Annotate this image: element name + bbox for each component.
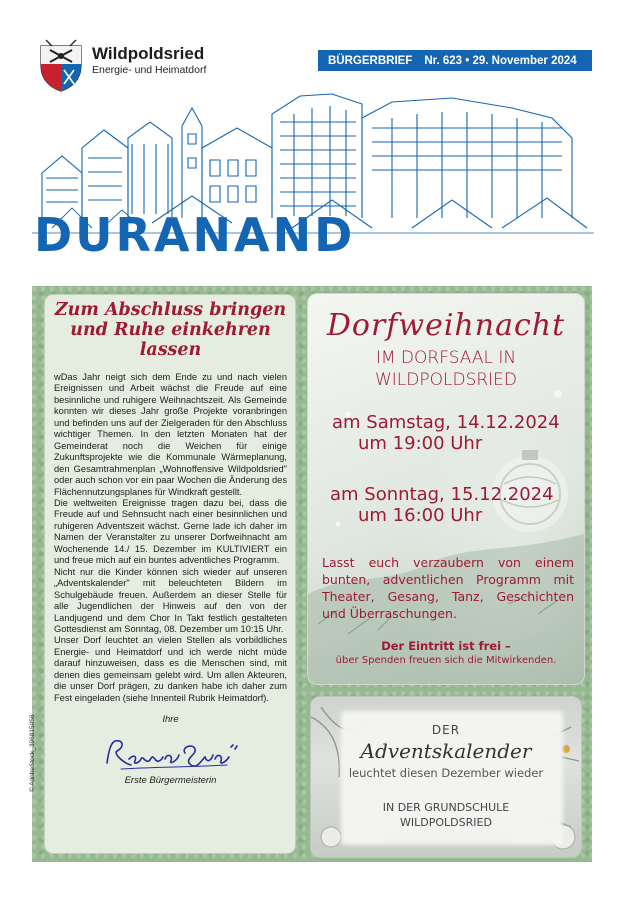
advent-location [311, 800, 581, 830]
advent-location-line: IN DER GRUNDSCHULE [382, 801, 510, 814]
org-subtitle: Energie- und Heimatdorf [92, 64, 207, 76]
event-title: Dorfweihnacht [326, 308, 566, 343]
editorial-paragraph: Unser Dorf leuchtet an vielen Stellen als vorbildliches Energie- und Heimatdorf und ich werde nicht müde darauf hinzuweisen, dass es die Menschen sind, mit denen dies gemeinsam gelebt wird. Um allen Akteuren, die unser Dorf prägen, zu danken habe ich daher zum Fest eingeladen (siehe Innenteil Rubrik Heimatdorf). [54, 635, 287, 703]
event-location [308, 347, 584, 391]
publication-name: BÜRGERBRIEF [328, 54, 413, 67]
event-date-saturday: am Samstag, 14.12.2024 [332, 412, 560, 433]
advent-article: DER [431, 723, 461, 737]
editorial-closing: Ihre [162, 714, 179, 726]
editorial-body [54, 372, 287, 704]
advent-location-line: WILDPOLDSRIED [400, 816, 492, 829]
advent-calendar-card [310, 696, 582, 858]
masthead-title: DURANAND [34, 208, 356, 262]
photo-credit: © AdobeStock_396815056 [29, 714, 36, 792]
event-location-line: WILDPOLDSRIED [374, 370, 518, 390]
org-name: Wildpoldsried [92, 44, 205, 63]
issue-bar [318, 50, 592, 71]
editorial-paragraph: Nicht nur die Kinder können sich wieder auf unseren „Adventskalender" mit beleuchteten Bildern im Schulgebäude freuen. Außerdem an dieser Stelle für alle Jugendlichen der Hinweis auf den von der Landjugend und dem Chor In Takt festlich gestalteten Gottesdienst am Sonntag, 08. Dezember um 10:15 Uhr. [54, 566, 287, 634]
event-date-sunday: am Sonntag, 15.12.2024 [330, 484, 554, 505]
event-card-dorfweihnacht [307, 293, 585, 685]
editorial-paragraph: Die weltweiten Ereignisse tragen dazu bei, dass die Freude auf und Sehnsucht nach einer besinnlichen und ruhigeren Adventszeit wächst. Gerne lade ich daher im Namen der Veranstalter zu unserer Dorfweihnacht am Wochenende 14./ 15. Dezember im KULTIVIERT ein und freue mich auf ein buntes adventliches Programm. [54, 497, 287, 566]
signatory-role: Erste Bürgermeisterin [124, 775, 217, 787]
event-time-sunday: um 16:00 Uhr [358, 505, 483, 526]
issue-number-date: Nr. 623 • 29. November 2024 [424, 54, 577, 67]
event-location-line: IM DORFSAAL IN [375, 348, 517, 368]
advent-title: Adventskalender [360, 739, 532, 763]
handwritten-signature [101, 733, 241, 775]
editorial-card [44, 294, 296, 854]
editorial-paragraph: wDas Jahr neigt sich dem Ende zu und nach vielen Ereignissen und Arbeit wächst die Freude auf eine besinnliche und ruhigere Weihnachtszeit. Als Gemeinde konnten wir dieses Jahr große Projekte voranbringen und befinden uns auf der Zielgeraden für den Abschluss wichtiger Themen. In den letzten Monaten hat der Gemeinderat noch die Weichen für einige Zukunftsprojekte wie die Kommunale Wärmeplanung, den Gesamtrahmenplan „Wohnoffensive Wildpoldsried" oder auch schon vor ein paar Wochen die Änderung des Flächennutzungsplanes für Windkraft gestellt. [54, 372, 287, 497]
event-free-entry: Der Eintritt ist frei – [381, 639, 511, 653]
event-time-saturday: um 19:00 Uhr [358, 433, 483, 454]
event-donations-note: über Spenden freuen sich die Mitwirkenden. [335, 655, 557, 666]
advent-subtitle: leuchtet diesen Dezember wieder [348, 766, 544, 780]
event-description: Lasst euch verzaubern von einem bunten, adventlichen Programm mit Theater, Gesang, Tanz, Geschichten und Überraschungen. [322, 555, 574, 621]
editorial-title: Zum Abschluss bringen und Ruhe einkehren lassen [54, 300, 287, 360]
